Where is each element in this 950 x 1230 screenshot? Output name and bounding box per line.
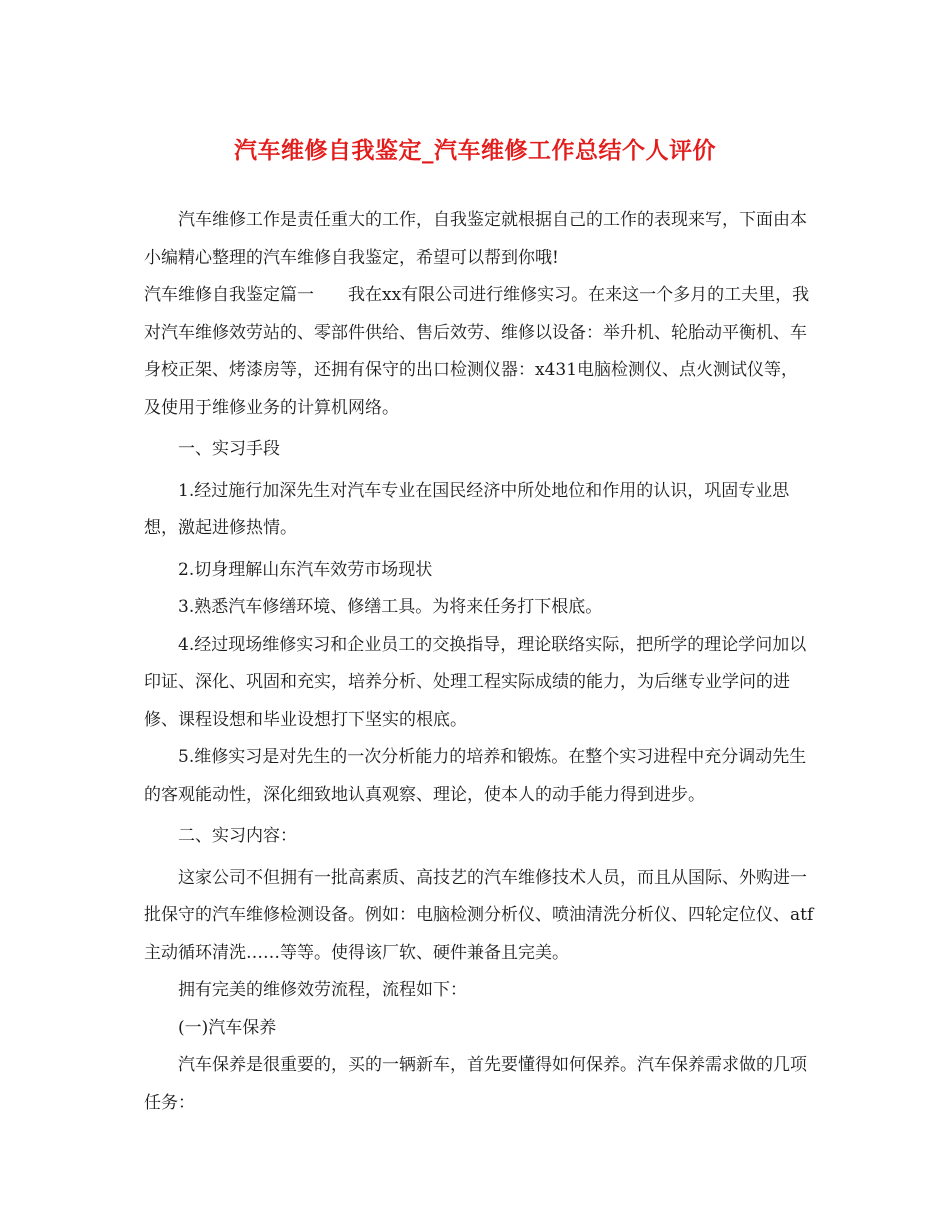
goal-item-1: 1.经过施行加深先生对汽车专业在国民经济中所处地位和作用的认识，巩固专业思想，激起进修热情。	[144, 480, 790, 538]
intro-paragraph: 汽车维修工作是责任重大的工作，自我鉴定就根据自己的工作的表现来写，下面由本小编精心整理的汽车维修自我鉴定，希望可以帮到你哦!	[144, 210, 807, 268]
maintenance-paragraph: 汽车保养是很重要的，买的一辆新车，首先要懂得如何保养。汽车保养需求做的几项任务：	[144, 1055, 807, 1113]
content-paragraph: 这家公司不但拥有一批高素质、高技艺的汽车维修技术人员，而且从国际、外购进一批保守的汽车维修检测设备。例如：电脑检测分析仪、喷油清洗分析仪、四轮定位仪、atf主动循环清洗……等等。使得该厂软、硬件兼备且完美。	[144, 867, 814, 963]
heading-practice-content: 二、实习内容：	[178, 826, 297, 846]
goal-item-5: 5.维修实习是对先生的一次分析能力的培养和锻炼。在整个实习进程中充分调动先生的客观能动性，深化细致地认真观察、理论，使本人的动手能力得到进步。	[144, 747, 807, 805]
goal-item-4: 4.经过现场维修实习和企业员工的交换指导，理论联络实际，把所学的理论学问加以印证、深化、巩固和充实，培养分析、处理工程实际成绩的能力，为后继专业学问的进修、课程设想和毕业设想打下坚实的根底。	[144, 634, 807, 730]
subheading-car-maintenance: (一)汽车保养	[178, 1017, 277, 1038]
section-one-paragraph: 汽车维修自我鉴定篇一 我在xx有限公司进行维修实习。在来这一个多月的工夫里，我对汽车维修效劳站的、零部件供给、售后效劳、维修以设备：举升机、轮胎动平衡机、车身校正架、烤漆房等，还拥有保守的出口检测仪器：x431电脑检测仪、点火测试仪等，及使用于维修业务的计算机网络。	[144, 285, 810, 418]
goal-item-2: 2.切身理解山东汽车效劳市场现状	[178, 559, 433, 580]
heading-practice-goal: 一、实习手段	[178, 439, 280, 459]
service-process-paragraph: 拥有完美的维修效劳流程，流程如下：	[178, 980, 467, 1000]
document-title: 汽车维修自我鉴定_汽车维修工作总结个人评价	[234, 138, 716, 164]
goal-item-3: 3.熟悉汽车修缮环境、修缮工具。为将来任务打下根底。	[178, 597, 603, 617]
document-body	[144, 202, 814, 1122]
